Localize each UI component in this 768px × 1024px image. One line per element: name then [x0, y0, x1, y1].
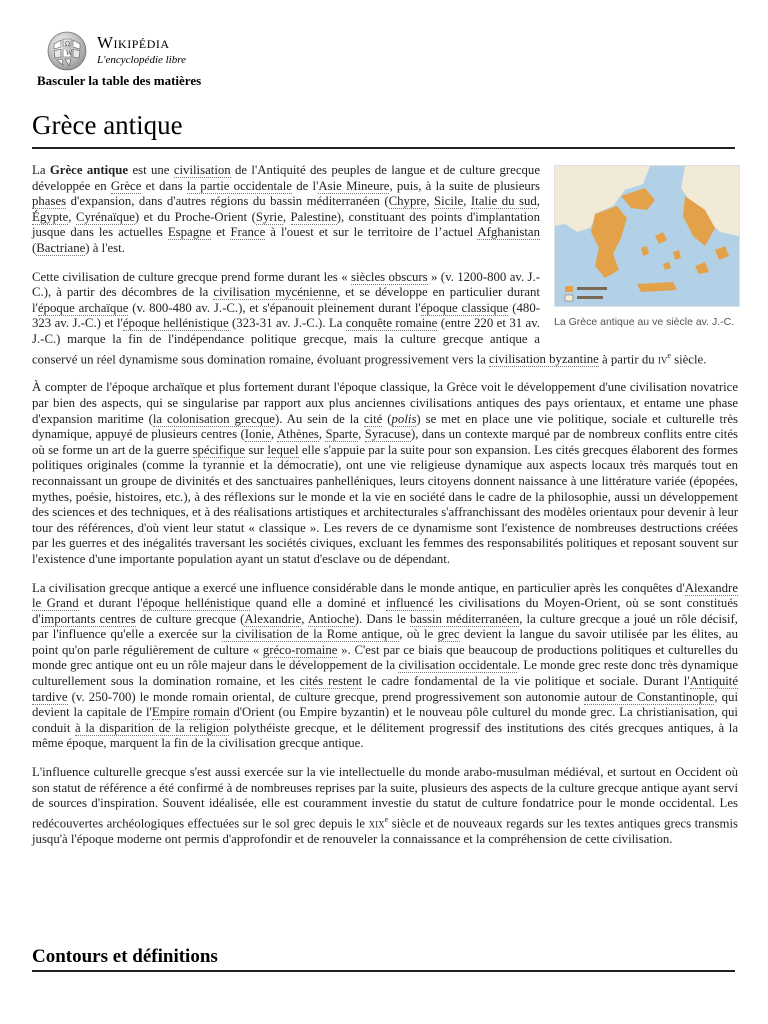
svg-text:W: W [66, 50, 73, 57]
page-title: Grèce antique [32, 110, 183, 140]
title-divider [32, 147, 735, 149]
intro-paragraph-4: La civilisation grecque antique a exercé une influence considérable dans le monde antique, en particulier après les conquêtes d'Alexandre le Grand et durant l'époque hellénistique quand elle a dominé et influencé les civilisations du Moyen-Orient, où se sont constitués d'importants centres de culture grecque (Alexandrie, Antioche). Dans le bassin méditerranéen, la culture grecque a joué un rôle décisif, par l'influence qu'elle a exercée sur la civilisation de la Rome antique, où le grec devient la langue du savoir utilisée par les élites, au point qu'on parle régulièrement de culture « gréco-romaine ». C'est par ce biais que beaucoup de productions politiques et culturelles du monde grec antique ont eu un rôle majeur dans le développement de la civilisation occidentale. Le monde grec reste donc très dynamique culturellement sous la domination romaine, et les cités restent le cadre fondamental de la vie politique et sociale. Durant l'Antiquité tardive (v. 250-700) le monde romain oriental, de culture grecque, prend progressivement son autonomie autour de Constantinople, qui devient la capitale de l'Empire romain d'Orient (ou Empire byzantin) et le nouveau pôle culturel du monde grec. La christianisation, qui conduit à la disparition de la religion polythéiste grecque, et le délitement progressif des institutions des cités grecques antiques, à la même époque, marquent la fin de la civilisation grecque antique. [32, 580, 739, 751]
toc-toggle-button[interactable]: Basculer la table des matières [37, 73, 202, 88]
wikipedia-globe-icon[interactable] [46, 30, 88, 72]
intro-paragraph-3: À compter de l'époque archaïque et plus fortement durant l'époque classique, la Grèce voit le développement d'une civilisation novatrice par bien des aspects, qui se singularise par rapport aux plus anciennes civilisations antiques des pays orientaux, et entame une phase d'expansion maritime (la colonisation grecque). Au sein de la cité (polis) se met en place une vie politique, sociale et culturelle très dynamique, appuyé de plusieurs centres (Ionie, Athènes, Sparte, Syracuse), dans un contexte marqué par de nombreux conflits entre cités où se forme un art de la guerre spécifique sur lequel elle s'appuie par la suite pour son expansion. Les cités grecques élaborent des formes politiques originales (comme la tyrannie et la démocratie), ont une vie religieuse dynamique aux aspects locaux très marqués tout en reconnaissant un groupe de divinités et des sanctuaires panhelléniques, leurs citoyens donnent naissance à une littérature variée (épopées, mythes, poésie, histoires, etc.), à des réflexions sur le monde et la vie en société dans le cadre de la philosophie, aussi un développement des sciences et des techniques, et à des réalisations artistiques et architecturales s'affranchissant des modèles orientaux pour devenir à leur tour des références, d'où vient leur statut « classique ». Les revers de ce dynamisme sont l'existence de nombreuses destructions créées par les guerres et des inégalités traversant les sociétés civiques, excluant les femmes des responsabilités politiques et reposant souvent sur l'existence d'une importante population ayant un statut d'esclave ou de dépendant. [32, 380, 739, 566]
article-body [32, 163, 738, 860]
section-heading: Contours et définitions [32, 946, 218, 967]
page-header [0, 0, 768, 110]
intro-paragraph-2: Cette civilisation de culture grecque prend forme durant les « siècles obscurs » (v. 1200-800 av. J.-C.), à partir des décombres de la civilisation mycénienne, et se développe en particulier durant l'époque archaïque (v. 800-480 av. J.-C.), et s'épanouit pleinement durant l'époque classique (480-323 av. J.-C.) et l'époque hellénistique (323-31 av. J.-C.). La conquête romaine (entre 220 et 31 av. J.-C.) marque la fin de l'indépendance politique grecque, mais la culture grecque antique a conservé un réel dynamisme sous domination romaine, évoluant progressivement vers la civilisation byzantine à partir du $iv^e$ siècle. [32, 269, 707, 366]
site-tagline: L'encyclopédie libre [97, 54, 186, 66]
article-figure [550, 159, 738, 330]
intro-paragraph-1: La Grèce antique est une civilisation de l'Antiquité des peuples de langue et de culture grecque développée en Grèce et dans la partie occidentale de l'Asie Mineure, puis, à la suite de plusieurs phases d'expansion, dans d'autres régions du bassin méditerranéen (Chypre, Sicile, Italie du sud, Égypte, Cyrénaïque) et du Proche-Orient (Syrie, Palestine), constituant des points d'implantation jusque dans les actuelles Espagne et France à l'ouest et sur le territoire de l’actuel Afghanistan (Bactriane) à l'est. [32, 163, 541, 255]
figure-caption: La Grèce antique au ve siècle av. J.-C. [554, 316, 735, 328]
svg-text:Ω: Ω [65, 41, 70, 48]
map-image[interactable] [554, 165, 740, 307]
intro-paragraph-5: L'influence culturelle grecque s'est aussi exercée sur la vie intellectuelle du monde arabo-musulman médiéval, et surtout en Occident où son statut de référence a été confirmé à de nombreuses reprises par la suite, plusieurs des aspects de la culture grecque antique ayant servi de sources d'inspiration. Souvent idéalisée, elle est couramment investie du statut de culture fondatrice pour le monde occidental. Les redécouvertes archéologiques effectuées sur le sol grec depuis le xix$^e$ siècle et de nouveaux regards sur les textes antiques grecs transmis jusqu'à l'époque moderne ont permis d'approfondir et de renouveler la connaissance et la compréhension de cette civilisation. [32, 765, 738, 846]
site-wordmark[interactable]: Wikipédia [97, 33, 170, 52]
section-divider [32, 970, 735, 972]
